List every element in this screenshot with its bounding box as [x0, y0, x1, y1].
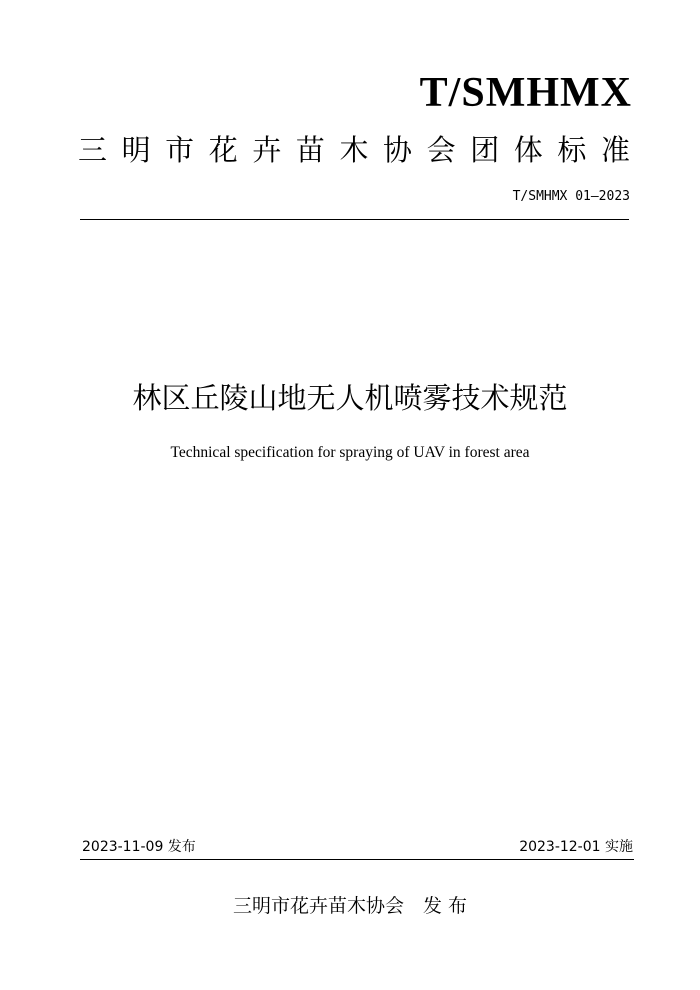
publisher-line: 三明市花卉苗木协会 发 布: [232, 895, 468, 917]
organization-standard-heading: [78, 133, 630, 167]
org-standard-char: 苗: [295, 133, 325, 167]
header-divider: [80, 219, 629, 220]
org-standard-char: 花: [208, 133, 238, 167]
org-standard-char: 准: [600, 133, 630, 167]
implementation-date: 2023-12-01 实施: [519, 839, 633, 855]
issue-date: 2023-11-09 发布: [82, 839, 196, 855]
org-standard-char: 会: [426, 133, 456, 167]
org-standard-char: 木: [339, 133, 369, 167]
footer-divider: [80, 859, 634, 860]
standard-code-logo: T/SMHMX: [419, 70, 632, 116]
org-standard-char: 明: [121, 133, 151, 167]
org-standard-char: 三: [78, 133, 108, 167]
org-standard-char: 卉: [252, 133, 282, 167]
document-title-english: Technical specification for spraying of UAV in forest area: [170, 444, 530, 461]
org-standard-char: 体: [513, 133, 543, 167]
standard-number: T/SMHMX 01—2023: [512, 189, 630, 204]
org-standard-char: 标: [557, 133, 587, 167]
document-title-chinese: 林区丘陵山地无人机喷雾技术规范: [132, 381, 568, 415]
org-standard-char: 协: [383, 133, 413, 167]
org-standard-char: 市: [165, 133, 195, 167]
org-standard-char: 团: [470, 133, 500, 167]
